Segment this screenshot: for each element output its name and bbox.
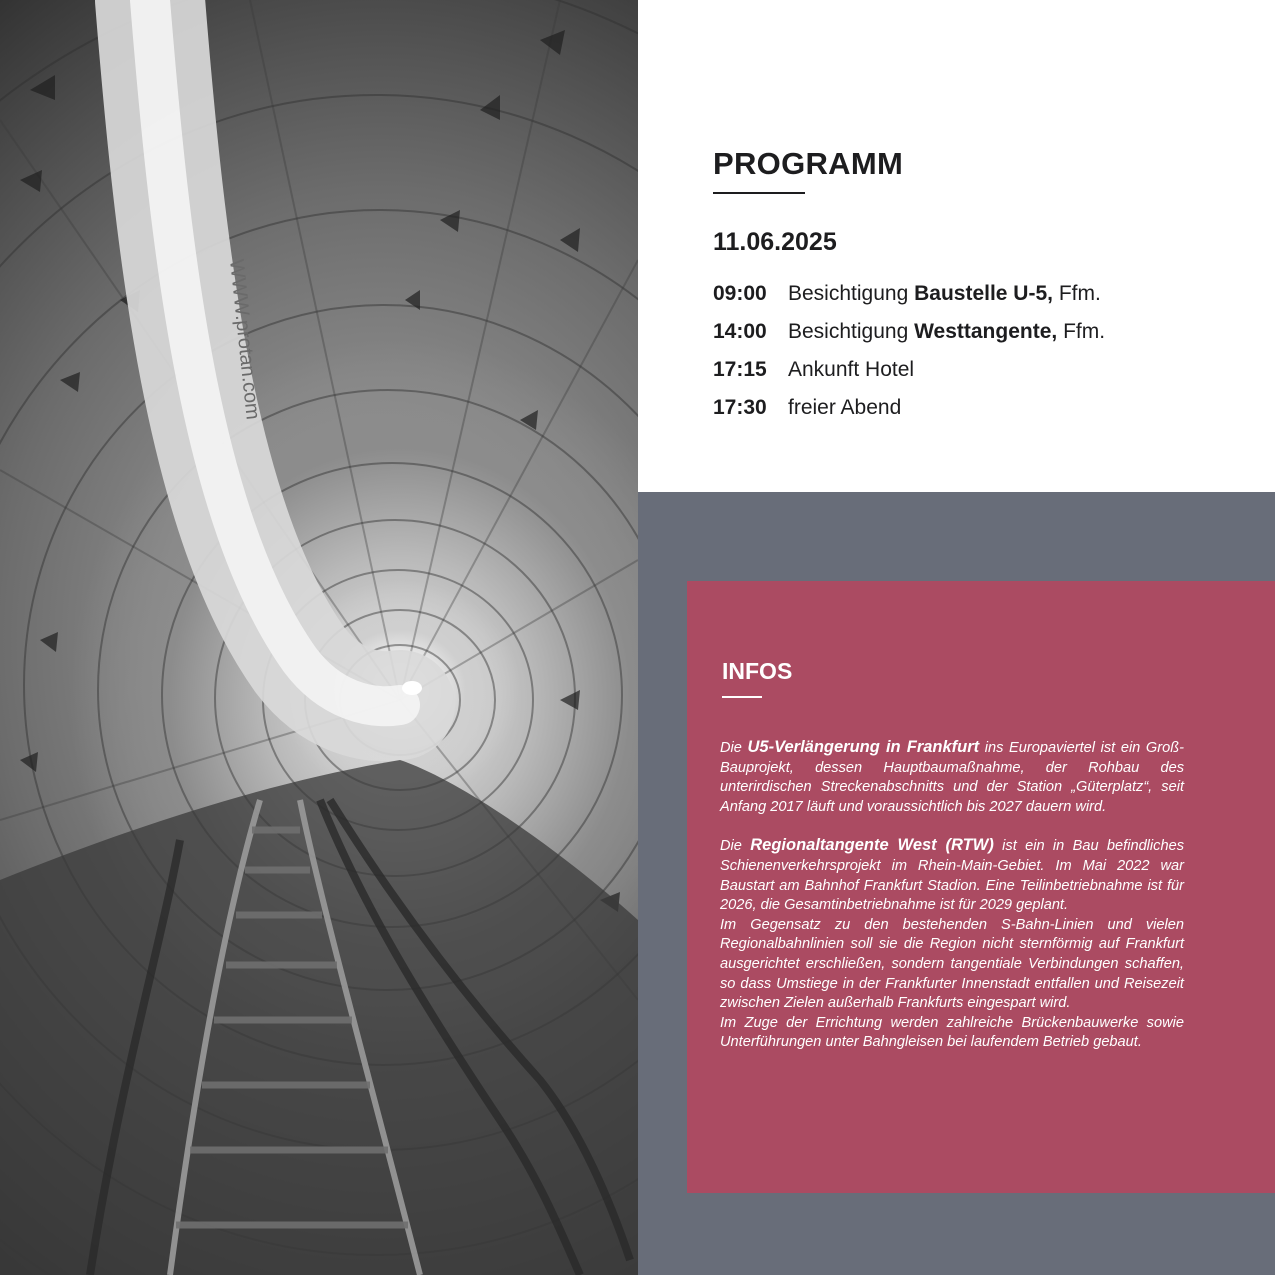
schedule-highlight: Westtangente,: [914, 320, 1058, 343]
schedule-time: 09:00: [713, 282, 767, 305]
infos-title-underline: [722, 696, 762, 698]
infos-paragraph-u5: [720, 738, 1184, 817]
paragraph-gap: [720, 817, 1184, 836]
schedule-item: [713, 318, 1105, 356]
schedule-item: [713, 394, 1105, 432]
program-section: [638, 0, 1275, 492]
infos-text-span: ist ein in Bau befindliches Schienenverkehrsprojekt im Rhein-Main-Gebiet. Im Mai 2022 war Baustart am Bahnhof Frankfurt Stadion. Eine Teilinbetriebnahme ist für 2026, die Gesamtinbetriebnahme ist für 2029 geplant.: [720, 838, 1184, 914]
schedule-text: Ankunft Hotel: [788, 358, 915, 381]
infos-paragraph-construction: Im Zuge der Errichtung werden zahlreiche Brückenbauwerke sowie Unterführungen unter Bahngleisen bei laufendem Betrieb gebaut.: [720, 1014, 1184, 1051]
infos-highlight-u5: U5-Verlängerung in Frankfurt: [747, 738, 980, 756]
schedule-suffix: Ffm.: [1052, 282, 1101, 305]
program-title: PROGRAMM: [713, 146, 904, 181]
schedule-item: [713, 356, 1105, 394]
schedule-text: Besichtigung: [788, 320, 915, 343]
schedule-highlight: Baustelle U-5,: [914, 282, 1053, 305]
schedule-item: [713, 280, 1105, 318]
infos-box: [687, 581, 1275, 1193]
infos-text-span: Die: [720, 740, 748, 756]
infos-text-span: ins Europaviertel ist ein Groß-Bauprojekt, dessen Hauptbaumaßnahme, der Rohbau des unterirdischen Streckenabschnitts und der Station „Güterplatz“, seit Anfang 2017 läuft und voraussichtlich bis 2027 dauern wird.: [720, 740, 1184, 815]
schedule-list: [713, 280, 1105, 432]
program-title-underline: [713, 192, 805, 194]
infos-text-span: Die: [720, 838, 751, 855]
schedule-text: freier Abend: [788, 396, 902, 419]
schedule-suffix: Ffm.: [1057, 320, 1106, 343]
infos-paragraph-rtw: [720, 836, 1184, 915]
infos-highlight-rtw: Regionaltangente West (RTW): [750, 836, 994, 855]
infos-body: [720, 738, 1184, 1053]
schedule-time: 17:30: [713, 396, 767, 419]
schedule-time: 14:00: [713, 320, 767, 343]
infos-title: INFOS: [722, 658, 793, 684]
schedule-time: 17:15: [713, 358, 767, 381]
infos-paragraph-tangential: Im Gegensatz zu den bestehenden S-Bahn-Linien und vielen Regionalbahnlinien soll sie die Region nicht sternförmig auf Frankfurt ausgerichtet erschließen, sondern tangentiale Verbindungen schaffen, so dass Umstiege in der Frankfurter Innenstadt entfallen und Reisezeit zwischen Zielen außerhalb Frankfurts eingespart wird.: [720, 916, 1184, 1012]
pipe-print: WWW.protan.com: [225, 258, 264, 421]
program-date: 11.06.2025: [713, 228, 837, 256]
schedule-text: Besichtigung: [788, 282, 915, 305]
